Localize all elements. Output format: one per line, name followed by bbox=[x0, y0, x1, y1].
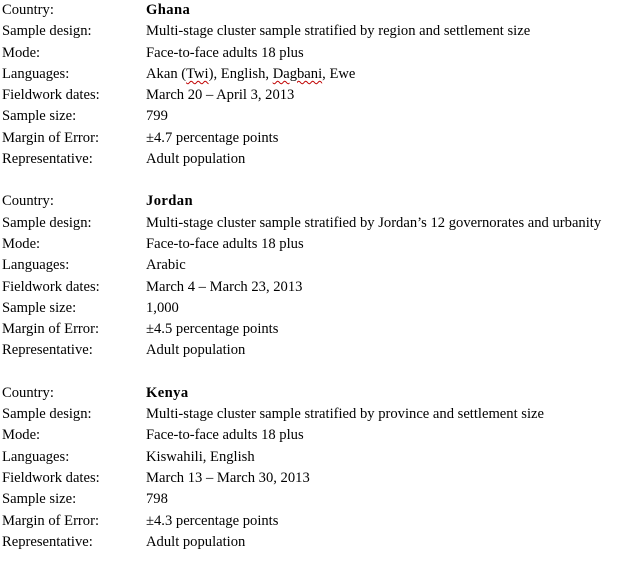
margin-of-error-value: ±4.5 percentage points bbox=[146, 321, 279, 338]
representative-label: Representative: bbox=[2, 151, 93, 168]
country-label: Country: bbox=[2, 384, 54, 401]
margin-of-error-label: Margin of Error: bbox=[2, 129, 99, 146]
sample-design-row bbox=[2, 213, 614, 234]
languages-label: Languages: bbox=[2, 65, 70, 82]
sample-size-value: 798 bbox=[146, 491, 168, 508]
margin-of-error-row bbox=[2, 319, 614, 340]
representative-value: Adult population bbox=[146, 342, 246, 359]
sample-design-label: Sample design: bbox=[2, 406, 92, 423]
margin-of-error-value: ±4.3 percentage points bbox=[146, 512, 279, 529]
languages-text-part: Akan ( bbox=[146, 65, 187, 82]
spellcheck-flagged-word: Dagbani bbox=[272, 65, 323, 82]
sample-size-label: Sample size: bbox=[2, 108, 77, 125]
languages-label: Languages: bbox=[2, 257, 70, 274]
languages-text-part: , Ewe bbox=[322, 65, 356, 82]
sample-design-value: Multi-stage cluster sample stratified by region and settlement size bbox=[146, 23, 531, 40]
margin-of-error-label: Margin of Error: bbox=[2, 512, 99, 529]
survey-methodology-document bbox=[2, 0, 614, 553]
country-label: Country: bbox=[2, 193, 54, 210]
fieldwork-dates-label: Fieldwork dates: bbox=[2, 87, 100, 104]
representative-label: Representative: bbox=[2, 342, 93, 359]
representative-row bbox=[2, 149, 614, 170]
representative-row bbox=[2, 532, 614, 553]
country-label: Country: bbox=[2, 2, 54, 18]
fieldwork-dates-label: Fieldwork dates: bbox=[2, 469, 100, 486]
sample-size-row bbox=[2, 298, 614, 319]
fieldwork-dates-value: March 4 – March 23, 2013 bbox=[146, 278, 303, 295]
sample-size-label: Sample size: bbox=[2, 299, 77, 316]
representative-value: Adult population bbox=[146, 151, 246, 168]
sample-size-row bbox=[2, 106, 614, 127]
sample-design-row bbox=[2, 404, 614, 425]
languages-value bbox=[146, 64, 614, 85]
mode-value: Face-to-face adults 18 plus bbox=[146, 427, 304, 444]
sample-size-label: Sample size: bbox=[2, 491, 77, 508]
mode-label: Mode: bbox=[2, 235, 41, 252]
margin-of-error-row bbox=[2, 128, 614, 149]
fieldwork-dates-row bbox=[2, 85, 614, 106]
representative-value: Adult population bbox=[146, 533, 246, 550]
languages-row bbox=[2, 64, 614, 85]
sample-size-value: 799 bbox=[146, 108, 168, 125]
mode-label: Mode: bbox=[2, 427, 41, 444]
languages-value: Arabic bbox=[146, 257, 186, 274]
fieldwork-dates-value: March 20 – April 3, 2013 bbox=[146, 87, 295, 104]
fieldwork-dates-row bbox=[2, 468, 614, 489]
languages-value: Kiswahili, English bbox=[146, 448, 255, 465]
sample-size-row bbox=[2, 489, 614, 510]
languages-label: Languages: bbox=[2, 448, 70, 465]
sample-design-label: Sample design: bbox=[2, 214, 92, 231]
country-row bbox=[2, 191, 614, 212]
fieldwork-dates-value: March 13 – March 30, 2013 bbox=[146, 469, 310, 486]
country-row bbox=[2, 0, 614, 21]
sample-design-label: Sample design: bbox=[2, 23, 92, 40]
margin-of-error-value: ±4.7 percentage points bbox=[146, 129, 279, 146]
mode-row bbox=[2, 43, 614, 64]
sample-design-row bbox=[2, 21, 614, 42]
margin-of-error-label: Margin of Error: bbox=[2, 321, 99, 338]
sample-design-value: Multi-stage cluster sample stratified by province and settlement size bbox=[146, 406, 544, 423]
country-name: Jordan bbox=[146, 193, 194, 210]
representative-label: Representative: bbox=[2, 533, 93, 550]
sample-design-value: Multi-stage cluster sample stratified by Jordan’s 12 governorates and urbanity bbox=[146, 214, 602, 231]
languages-text-part: ), English, bbox=[208, 65, 273, 82]
mode-row bbox=[2, 425, 614, 446]
country-name: Ghana bbox=[146, 2, 191, 18]
country-block-kenya bbox=[2, 383, 614, 553]
fieldwork-dates-row bbox=[2, 277, 614, 298]
country-name: Kenya bbox=[146, 384, 189, 401]
languages-row bbox=[2, 447, 614, 468]
country-block-ghana bbox=[2, 0, 614, 170]
margin-of-error-row bbox=[2, 511, 614, 532]
languages-row bbox=[2, 255, 614, 276]
mode-row bbox=[2, 234, 614, 255]
mode-value: Face-to-face adults 18 plus bbox=[146, 235, 304, 252]
spellcheck-flagged-word: Twi bbox=[186, 65, 209, 82]
country-block-jordan bbox=[2, 191, 614, 361]
sample-size-value: 1,000 bbox=[146, 299, 179, 316]
country-row bbox=[2, 383, 614, 404]
mode-value: Face-to-face adults 18 plus bbox=[146, 44, 304, 61]
mode-label: Mode: bbox=[2, 44, 41, 61]
representative-row bbox=[2, 340, 614, 361]
fieldwork-dates-label: Fieldwork dates: bbox=[2, 278, 100, 295]
